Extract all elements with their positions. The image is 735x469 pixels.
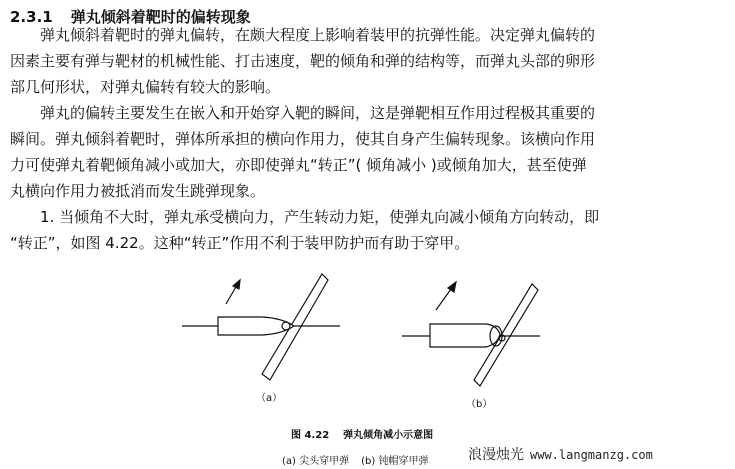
paragraph-line: 部几何形状，对弹丸偏转有较大的影响。 [10, 78, 281, 96]
projectile-a [218, 317, 294, 335]
watermark [468, 444, 653, 464]
figure-number: 图 4.22 [291, 430, 330, 441]
paragraph-line: 1. 当倾角不大时，弹丸承受横向力，产生转动力矩，使弹丸向减小倾角方向转动，即 [40, 208, 600, 226]
watermark-name: 浪漫烛光 [468, 447, 524, 463]
paragraph-line: 弹丸倾斜着靶时的弹丸偏转，在颇大程度上影响着装甲的抗弹性能。决定弹丸偏转的 [40, 26, 596, 44]
panel-a-label: （a） [256, 393, 283, 404]
paragraph-line: 力可使弹丸着靶倾角减小或加大，亦即使弹丸“转正”( 倾角减小 )或倾角加大，甚至使弹 [10, 156, 587, 174]
panel-b-label: （b） [466, 399, 493, 410]
figure-subcaption [282, 452, 428, 467]
paragraph-line: “转正”，如图 4.22。这种“转正”作用不利于装甲防护而有助于穿甲。 [10, 234, 470, 252]
figure-title: 弹丸倾角减小示意图 [343, 430, 434, 441]
panel-a-diagram [182, 274, 340, 380]
subcaption-a: (a) 尖头穿甲弹 [282, 456, 350, 467]
section-number: 2.3.1 [10, 8, 53, 26]
paragraph-line: 瞬间。弹丸倾斜着靶时，弹体所承担的横向作用力，使其自身产生偏转现象。该横向作用 [10, 130, 596, 148]
panel-b-diagram [402, 282, 540, 386]
paragraph-line: 因素主要有弹与靶材的机械性能、打击速度，靶的倾角和弹的结构等，而弹丸头部的卵形 [10, 52, 596, 70]
paragraph-line: 丸横向作用力被抵消而发生跳弹现象。 [10, 182, 266, 200]
force-arrowhead-a [233, 280, 240, 289]
paragraph-line: 弹丸的偏转主要发生在嵌入和开始穿入靶的瞬间，这是弹靶相互作用过程极其重要的 [40, 104, 596, 122]
figure-caption [291, 426, 433, 441]
watermark-url: www.langmanzg.com [530, 448, 653, 462]
subcaption-b: (b) 钝帽穿甲弹 [361, 456, 429, 467]
section-title: 弹丸倾斜着靶时的偏转现象 [70, 8, 251, 26]
